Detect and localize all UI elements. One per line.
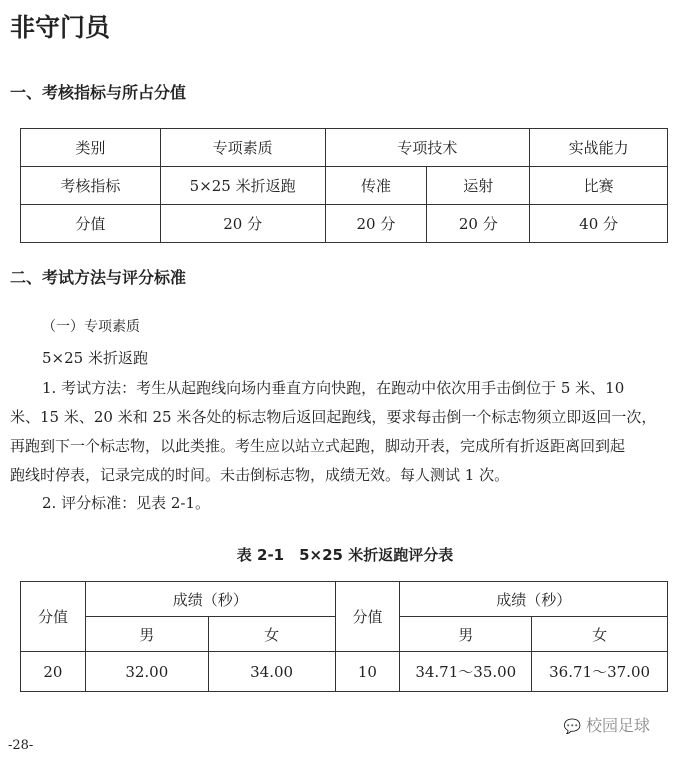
table-cell: 36.71～37.00 [532, 652, 668, 692]
watermark [563, 713, 650, 736]
scoring-table [20, 581, 668, 692]
table-cell: 运射 [427, 167, 530, 205]
table-cell: 20 [21, 652, 86, 692]
section-heading-2: 二、考试方法与评分标准 [10, 268, 187, 287]
section-heading-1: 一、考核指标与所占分值 [10, 83, 187, 102]
table-cell: 分值 [21, 205, 161, 243]
chat-bubble-icon: 💬 [563, 719, 581, 735]
table-cell: 10 [335, 652, 400, 692]
table-cell: 分值 [21, 582, 86, 652]
table-cell: 比赛 [530, 167, 668, 205]
paragraph-line: 再跑到下一个标志物，以此类推。考生应以站立式起跑，脚动开表，完成所有折返距离回到起 [10, 437, 626, 455]
table-cell: 34.71～35.00 [400, 652, 532, 692]
table-cell: 传准 [325, 167, 427, 205]
table-cell: 专项技术 [325, 129, 530, 167]
table-cell: 分值 [335, 582, 400, 652]
table-caption: 表 2-1 5×25 米折返跑评分表 [236, 546, 454, 564]
table-cell: 20 分 [160, 205, 325, 243]
table-cell: 男 [400, 617, 532, 652]
table-cell: 5×25 米折返跑 [160, 167, 325, 205]
table-cell: 32.00 [85, 652, 208, 692]
watermark-text: 校园足球 [585, 716, 650, 735]
table-cell: 专项素质 [160, 129, 325, 167]
table-cell: 女 [208, 617, 335, 652]
page-title: 非守门员 [10, 13, 111, 42]
page-number: -28- [8, 738, 34, 753]
paragraph-line: 1. 考试方法：考生从起跑线向场内垂直方向快跑，在跑动中依次用手击倒位于 5 米、10 [42, 379, 625, 397]
subsection-heading: （一）专项素质 [42, 319, 140, 335]
table-cell: 34.00 [208, 652, 335, 692]
table-cell: 女 [532, 617, 668, 652]
assessment-table [20, 128, 668, 243]
table-cell: 考核指标 [21, 167, 161, 205]
table-cell: 40 分 [530, 205, 668, 243]
table-cell: 成绩（秒） [400, 582, 668, 617]
item-title: 5×25 米折返跑 [42, 349, 148, 367]
table-cell: 成绩（秒） [85, 582, 335, 617]
paragraph-line: 跑线时停表，记录完成的时间。未击倒标志物，成绩无效。每人测试 1 次。 [10, 466, 510, 484]
table-cell: 20 分 [427, 205, 530, 243]
table-cell: 男 [85, 617, 208, 652]
paragraph-line: 米、15 米、20 米和 25 米各处的标志物后返回起跑线，要求每击倒一个标志物须立即返回一次， [10, 408, 657, 426]
table-cell: 类别 [21, 129, 161, 167]
table-cell: 实战能力 [530, 129, 668, 167]
table-cell: 20 分 [325, 205, 427, 243]
paragraph-line: 2. 评分标准：见表 2-1。 [42, 494, 211, 512]
